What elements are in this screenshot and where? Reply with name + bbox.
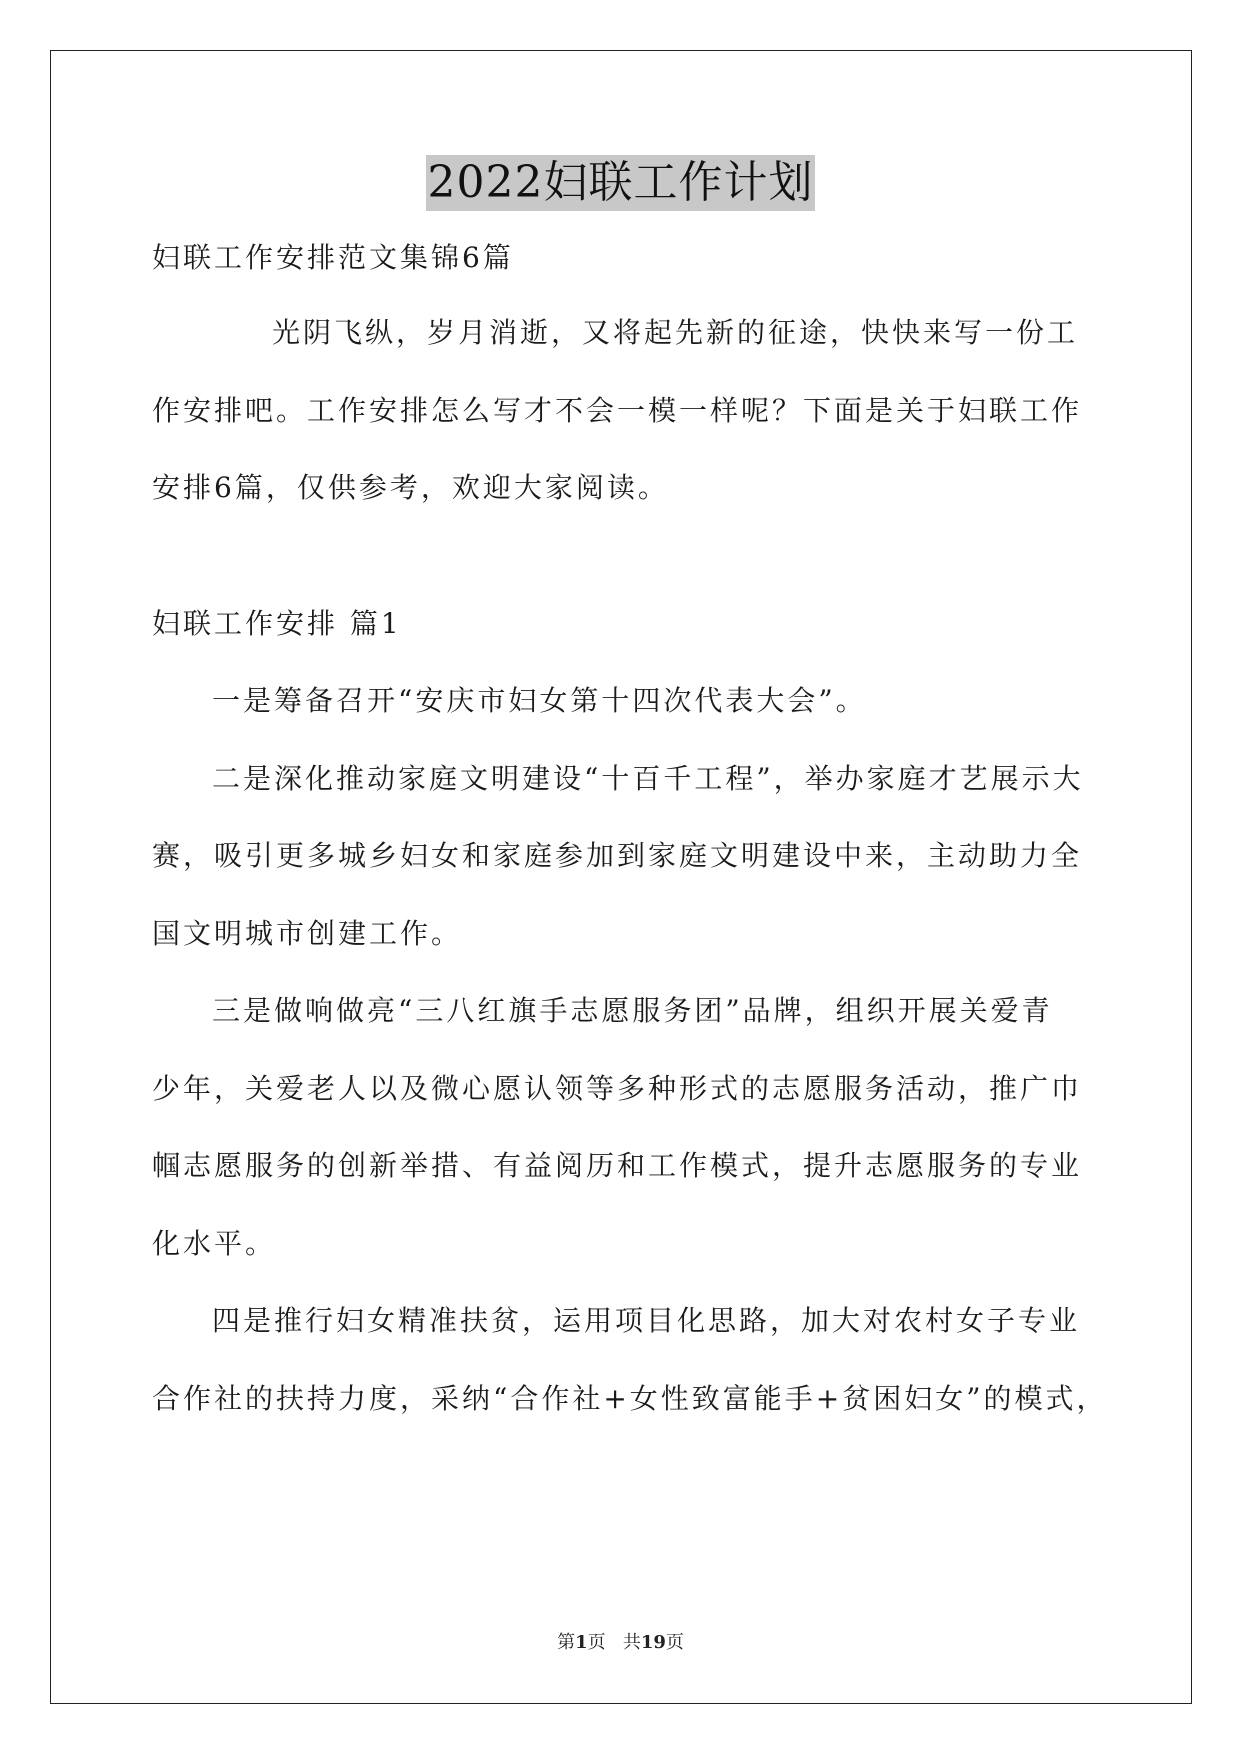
body-line: 二是深化推动家庭文明建设“十百千工程”，举办家庭才艺展示大 (212, 762, 1084, 795)
body-line: 帼志愿服务的创新举措、有益阅历和工作模式，提升志愿服务的专业 (152, 1149, 1083, 1182)
total-prefix: 共 (622, 1632, 641, 1653)
document-subtitle: 妇联工作安排范文集锦6篇 (152, 241, 514, 274)
body-line: 四是推行妇女精准扶贫，运用项目化思路，加大对农村女子专业 (212, 1304, 1081, 1337)
section-heading: 妇联工作安排 篇1 (152, 607, 402, 640)
intro-line: 作安排吧。工作安排怎么写才不会一模一样呢？下面是关于妇联工作 (152, 394, 1083, 427)
body-line: 三是做响做亮“三八红旗手志愿服务团”品牌，组织开展关爱青 (212, 994, 1053, 1027)
body-line: 国文明城市创建工作。 (152, 917, 463, 950)
intro-line: 光阴飞纵，岁月消逝，又将起先新的征途，快快来写一份工 (272, 316, 1079, 349)
total-pages: 19 (640, 1632, 666, 1653)
page-number: 1 (575, 1632, 588, 1653)
body-line: 少年，关爱老人以及微心愿认领等多种形式的志愿服务活动，推广巾 (152, 1072, 1083, 1105)
document-title: 2022妇联工作计划 (426, 155, 816, 211)
body-line: 赛，吸引更多城乡妇女和家庭参加到家庭文明建设中来，主动助力全 (152, 839, 1083, 872)
body-line: 化水平。 (152, 1227, 277, 1260)
page-footer (0, 1631, 1241, 1655)
body-line: 一是筹备召开“安庆市妇女第十四次代表大会”。 (212, 684, 867, 717)
page-suffix: 页 (587, 1632, 606, 1653)
body-line: 合作社的扶持力度，采纳“合作社+女性致富能手+贫困妇女”的模式， (152, 1382, 1108, 1415)
intro-line: 安排6篇，仅供参考，欢迎大家阅读。 (152, 471, 669, 504)
page-prefix: 第 (557, 1632, 576, 1653)
total-suffix: 页 (665, 1632, 684, 1653)
title-container (0, 155, 1241, 211)
page-border (50, 50, 1192, 1704)
